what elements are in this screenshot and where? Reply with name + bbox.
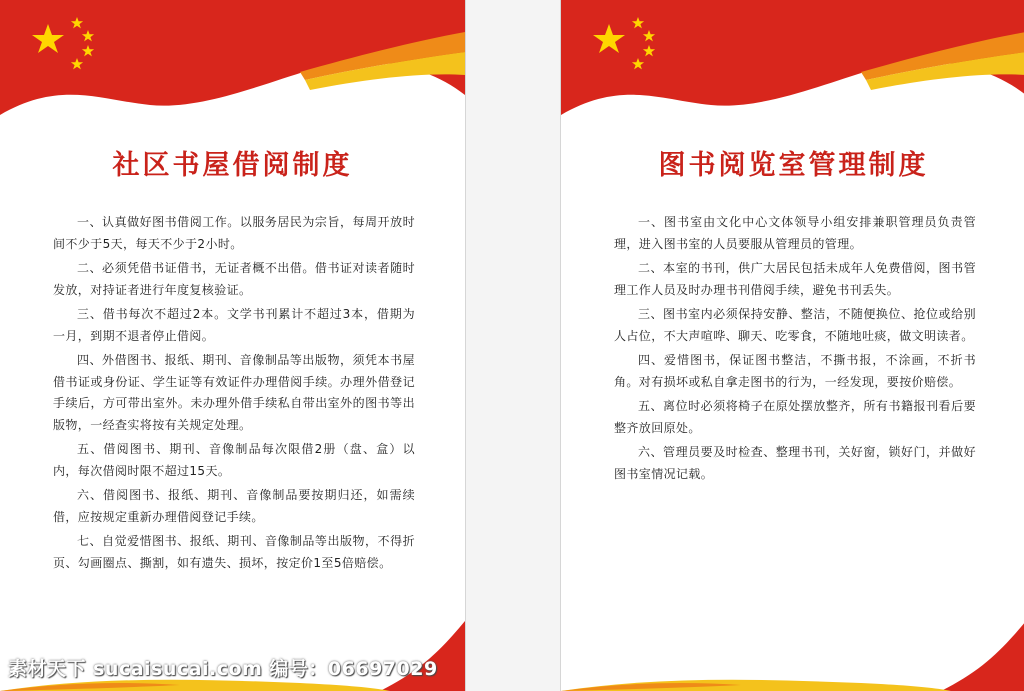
rule-paragraph: 二、必须凭借书证借书，无证者概不出借。借书证对读者随时发放，对持证者进行年度复核验证。 [53, 261, 415, 297]
bottom-wave-decoration [561, 621, 1024, 691]
flag-banner [0, 0, 465, 130]
rule-paragraph: 三、图书室内必须保持安静、整洁，不随便换位、抢位或给别人占位，不大声喧哗、聊天、吃零食，不随地吐痰，做文明读者。 [614, 307, 976, 343]
rule-paragraph: 四、爱惜图书，保证图书整洁，不撕书报，不涂画，不折书角。对有损坏或私自拿走图书的行为，一经发现，要按价赔偿。 [614, 353, 976, 389]
rule-paragraph: 二、本室的书刊，供广大居民包括未成年人免费借阅，图书管理工作人员及时办理书刊借阅手续，避免书刊丢失。 [614, 261, 976, 297]
rule-paragraph: 六、管理员要及时检查、整理书刊，关好窗，锁好门，并做好图书室情况记载。 [614, 445, 976, 481]
rule-paragraph: 五、离位时必须将椅子在原处摆放整齐，所有书籍报刊看后要整齐放回原处。 [614, 399, 976, 435]
rule-paragraph: 五、借阅图书、期刊、音像制品每次限借2册（盘、盒）以内，每次借阅时限不超过15天。 [53, 442, 415, 478]
right-board-title: 图书阅览室管理制度 [658, 150, 929, 181]
right-board-rules [614, 212, 976, 488]
left-board [0, 0, 465, 691]
watermark-text: 素材天下 sucaisucai.com 编号：06697029 [8, 658, 438, 680]
rule-paragraph: 七、自觉爱惜图书、报纸、期刊、音像制品等出版物，不得折页、勾画圈点、撕割，如有遗失、损坏，按定价1至5倍赔偿。 [53, 534, 415, 570]
flag-banner [561, 0, 1024, 130]
left-board-title: 社区书屋借阅制度 [112, 150, 353, 181]
right-board [561, 0, 1024, 691]
rule-paragraph: 三、借书每次不超过2本。文学书刊累计不超过3本，借期为一月，到期不退者停止借阅。 [53, 307, 415, 343]
rule-paragraph: 一、认真做好图书借阅工作。以服务居民为宗旨，每周开放时间不少于5天，每天不少于2小时。 [53, 215, 415, 251]
rule-paragraph: 四、外借图书、报纸、期刊、音像制品等出版物，须凭本书屋借书证或身份证、学生证等有效证件办理借阅手续。办理外借登记手续后，方可带出室外。未办理外借手续私自带出室外的图书等出版物，一经查实将按有关规定处理。 [53, 353, 415, 432]
rule-paragraph: 一、图书室由文化中心文体领导小组安排兼职管理员负责管理，进入图书室的人员要服从管理员的管理。 [614, 215, 976, 251]
rule-paragraph: 六、借阅图书、报纸、期刊、音像制品要按期归还，如需续借，应按规定重新办理借阅登记手续。 [53, 488, 415, 524]
left-board-rules [53, 212, 415, 577]
board-gap [465, 0, 561, 691]
